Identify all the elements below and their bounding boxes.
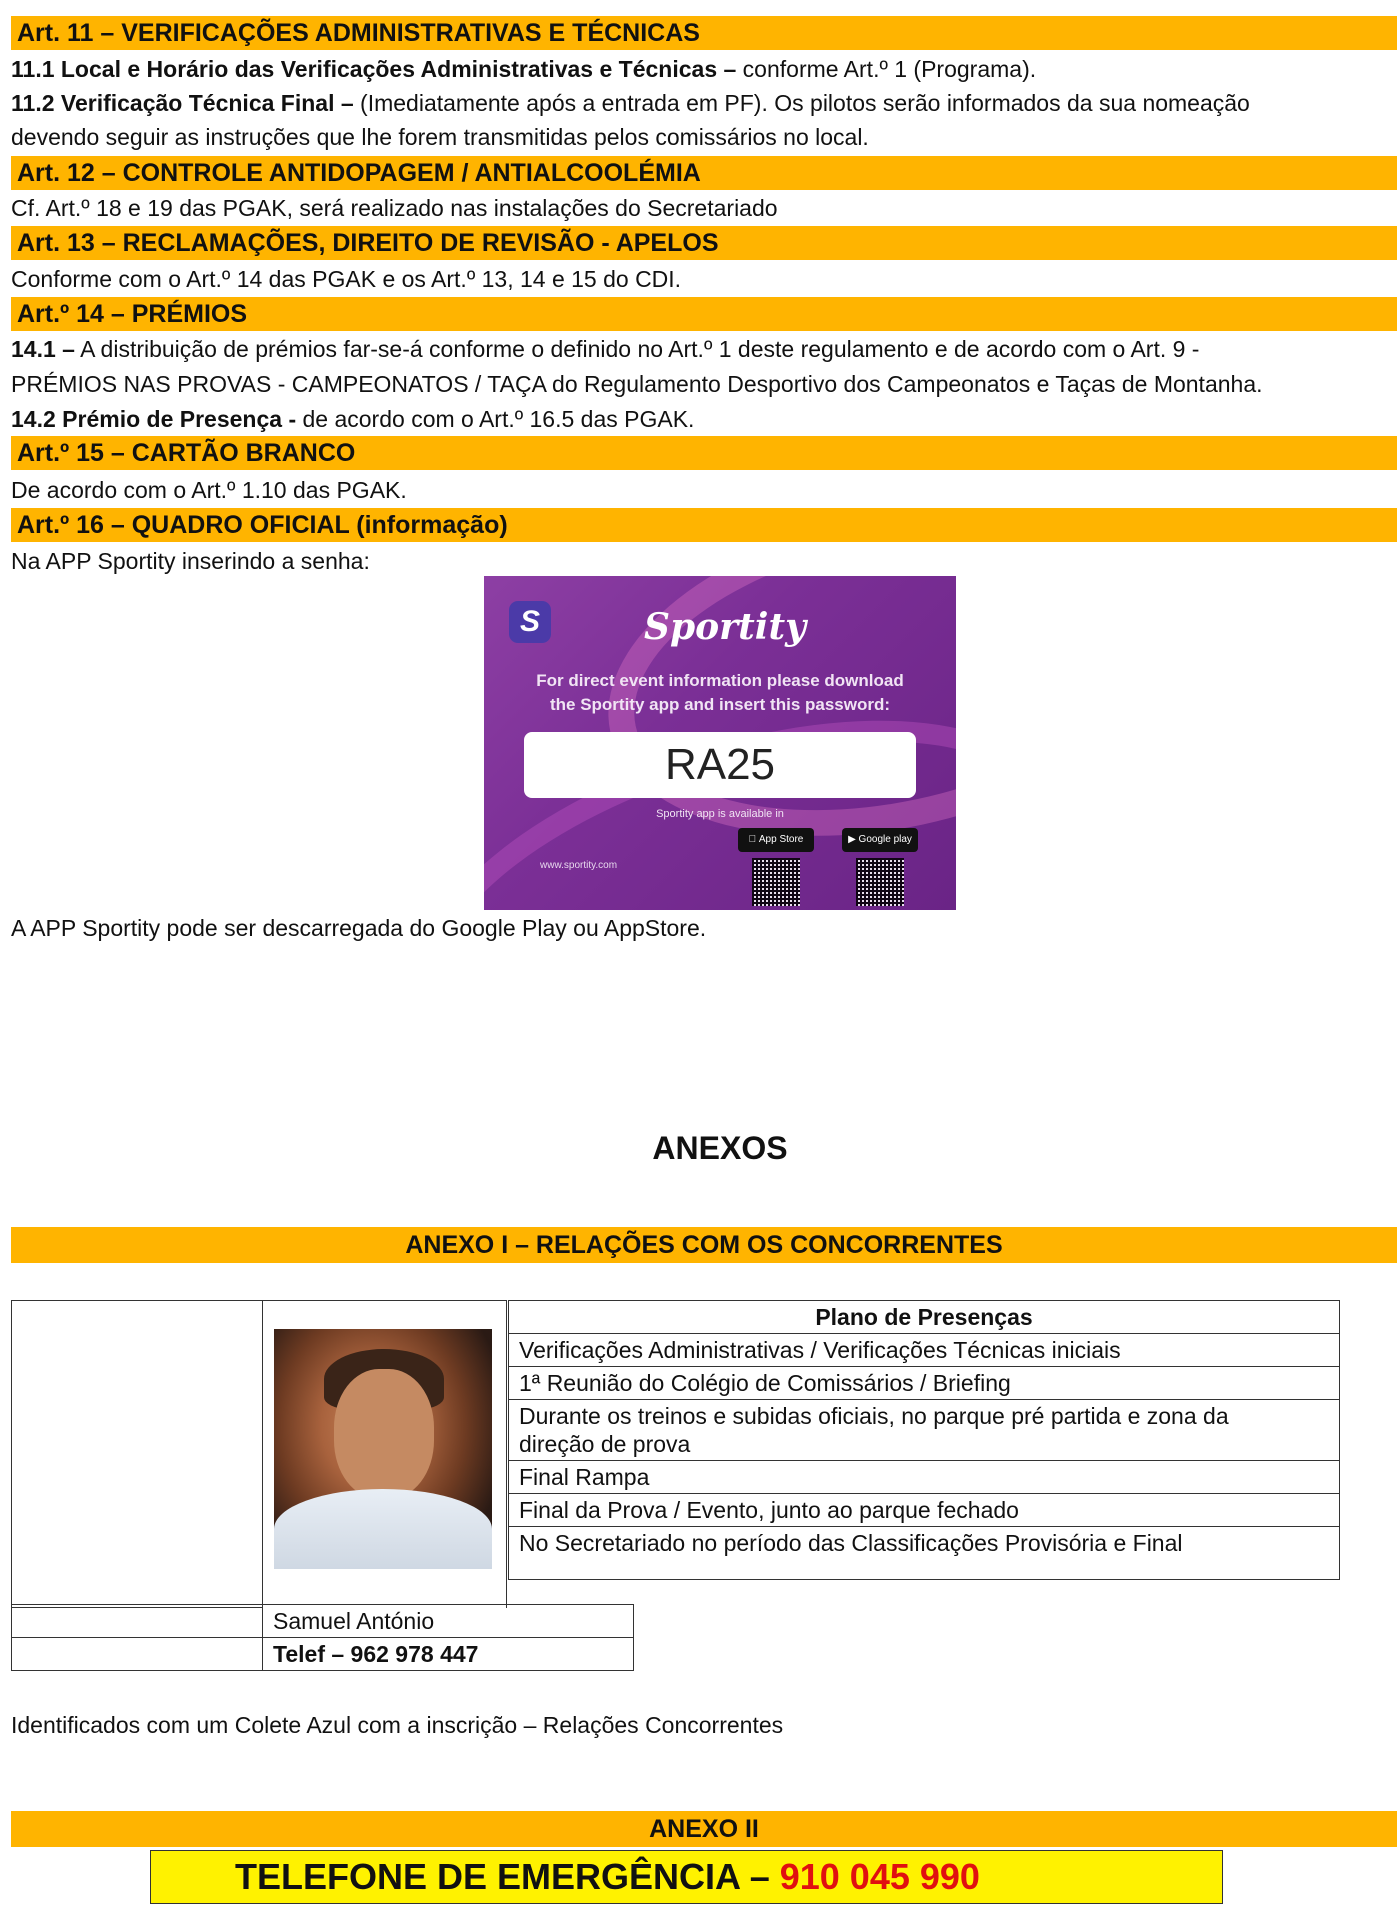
emergency-dash: –: [739, 1856, 780, 1897]
sportity-password: RA25: [524, 732, 916, 798]
art11-p2-text: (Imediatamente após a entrada em PF). Os pilotos serão informados da sua nomeação: [353, 90, 1250, 116]
plan-item: Verificações Administrativas / Verificações Técnicas iniciais: [509, 1334, 1340, 1367]
sportity-app-icon: S: [509, 601, 551, 643]
art14-p2-label: 14.2 Prémio de Presença -: [11, 406, 297, 432]
emergency-phone-box: [150, 1850, 1223, 1904]
art11-p2-cont: devendo seguir as instruções que lhe forem transmitidas pelos comissários no local.: [11, 124, 869, 150]
art15-text: De acordo com o Art.º 1.10 das PGAK.: [11, 477, 407, 503]
anexo2-heading: ANEXO II: [11, 1811, 1397, 1847]
art14-p2-text: de acordo com o Art.º 16.5 das PGAK.: [296, 406, 695, 432]
qr-code-icon: [752, 858, 800, 906]
sportity-password-card: [484, 576, 956, 910]
art11-p1: [11, 55, 1036, 83]
plan-item: 1ª Reunião do Colégio de Comissários / Briefing: [509, 1367, 1340, 1400]
sportity-available-text: Sportity app is available in: [656, 808, 784, 820]
plan-item-line: Durante os treinos e subidas oficiais, no parque pré partida e zona da: [519, 1403, 1229, 1429]
art12-text: Cf. Art.º 18 e 19 das PGAK, será realizado nas instalações do Secretariado: [11, 195, 778, 221]
photo-face: [334, 1369, 434, 1499]
art14-p1-cont: PRÉMIOS NAS PROVAS - CAMPEONATOS / TAÇA do Regulamento Desportivo dos Campeonatos e Taças de Montanha.: [11, 371, 1263, 397]
art13-text: Conforme com o Art.º 14 das PGAK e os Art.º 13, 14 e 15 do CDI.: [11, 266, 682, 292]
art14-p1-text: A distribuição de prémios far-se-á conforme o definido no Art.º 1 deste regulamento e de acordo com o Art. 9 -: [74, 336, 1200, 362]
plan-item-line: direção de prova: [519, 1431, 691, 1457]
plan-item: Final da Prova / Evento, junto ao parque fechado: [509, 1494, 1340, 1527]
empty-cell: [12, 1301, 263, 1608]
plan-item: No Secretariado no período das Classificações Provisória e Final: [509, 1527, 1340, 1580]
emergency-label: TELEFONE DE EMERGÊNCIA: [235, 1856, 740, 1897]
art11-p2: [11, 89, 1250, 117]
plan-item: [509, 1400, 1340, 1461]
art11-p1-text: conforme Art.º 1 (Programa).: [736, 56, 1037, 82]
empty-cell: [12, 1605, 263, 1638]
qr-code-icon: [856, 858, 904, 906]
plan-header: Plano de Presenças: [509, 1301, 1340, 1334]
sportity-info-line1: For direct event information please download: [536, 671, 904, 690]
app-store-label: App Store: [753, 834, 799, 845]
anexo1-heading: ANEXO I – RELAÇÕES COM OS CONCORRENTES: [11, 1227, 1397, 1263]
art14-p1-label: 14.1 –: [11, 336, 75, 362]
contact-photo: [274, 1329, 492, 1569]
google-play-label: Google play: [858, 834, 912, 845]
google-play-badge[interactable]: ▶ Google play: [842, 828, 918, 852]
sportity-info: [484, 669, 956, 717]
empty-cell: [12, 1638, 263, 1671]
sportity-logo: Sportity: [644, 606, 806, 648]
art14-p1: [11, 335, 1199, 363]
photo-shirt: [274, 1489, 492, 1569]
art11-p2-label: 11.2 Verificação Técnica Final –: [11, 90, 354, 116]
sportity-website: www.sportity.com: [540, 860, 618, 871]
sportity-info-line2: the Sportity app and insert this password:: [549, 695, 891, 714]
art11-heading: Art. 11 – VERIFICAÇÕES ADMINISTRATIVAS E TÉCNICAS: [11, 16, 1397, 50]
contact-table: [11, 1604, 634, 1671]
art13-heading: Art. 13 – RECLAMAÇÕES, DIREITO DE REVISÃO - APELOS: [11, 226, 1397, 260]
anexos-title: ANEXOS: [652, 1130, 788, 1166]
art16-text: Na APP Sportity inserindo a senha:: [11, 548, 370, 574]
art16-heading: Art.º 16 – QUADRO OFICIAL (informação): [11, 508, 1397, 542]
contact-phone: Telef – 962 978 447: [263, 1638, 634, 1671]
app-store-badge[interactable]: [738, 828, 814, 852]
art15-heading: Art.º 15 – CARTÃO BRANCO: [11, 436, 1397, 470]
art14-p2: [11, 405, 694, 433]
art11-p1-label: 11.1 Local e Horário das Verificações Administrativas e Técnicas –: [11, 56, 737, 82]
art14-heading: Art.º 14 – PRÉMIOS: [11, 297, 1397, 331]
plan-table: [508, 1300, 1340, 1580]
art12-heading: Art. 12 – CONTROLE ANTIDOPAGEM / ANTIALCOOLÉMIA: [11, 156, 1397, 190]
contact-name: Samuel António: [263, 1605, 634, 1638]
plan-item: Final Rampa: [509, 1461, 1340, 1494]
emergency-number: 910 045 990: [779, 1856, 980, 1897]
art16-after-text: A APP Sportity pode ser descarregada do Google Play ou AppStore.: [11, 915, 707, 941]
anexo1-note: Identificados com um Colete Azul com a inscrição – Relações Concorrentes: [11, 1712, 784, 1738]
